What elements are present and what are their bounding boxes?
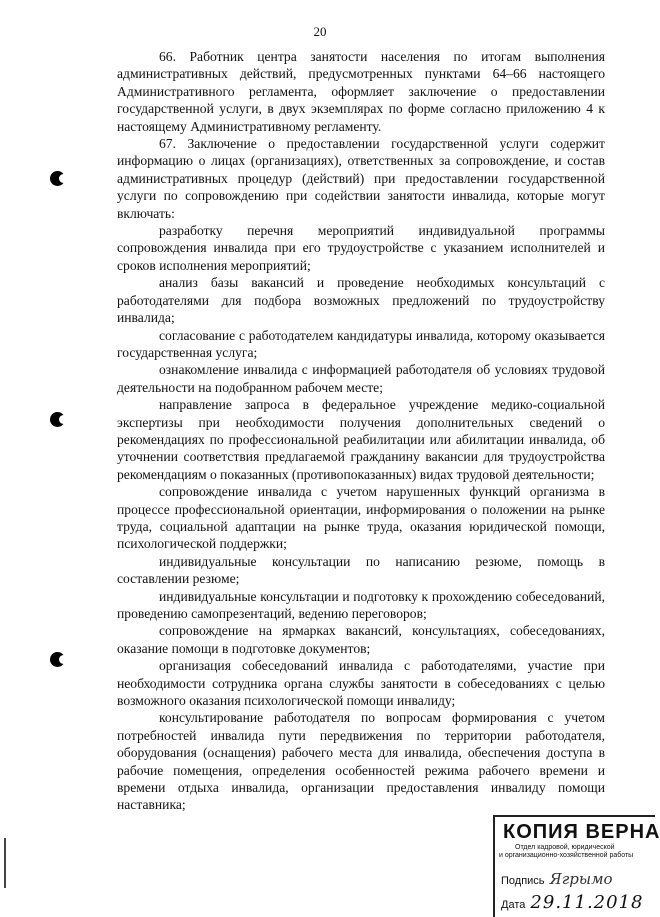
- list-item: сопровождение инвалида с учетом нарушенных функций организма в процессе профессиональной ориентации, информирования о положении на рынке труда, социальной адаптации на рынке труда, оказания юридической помощи, психологической поддержки;: [117, 484, 605, 552]
- stamp-date-row: [501, 892, 655, 913]
- list-item: сопровождение на ярмарках вакансий, консультациях, собеседованиях, оказание помощи в подготовке документов;: [117, 623, 605, 656]
- punch-hole-middle: [50, 412, 65, 427]
- copy-certification-stamp: [493, 815, 660, 917]
- paragraph-66: 66. Работник центра занятости населения по итогам выполнения административных действий, предусмотренных пунктами 64–66 настоящего Административного регламента, оформляет заключение о предоставлении государственной услуги, в двух экземплярах по форме согласно приложению 4 к настоящему Административному регламенту.: [117, 49, 605, 134]
- list-item: консультирование работодателя по вопросам формирования с учетом потребностей инвалида пути передвижения по территории работодателя, оборудования (оснащения) рабочего места для инвалида, обеспечения доступа в рабочие помещения, определения особенностей режима рабочего времени и времени отдыха инвалида, организации предоставления инвалиду помощи наставника;: [117, 710, 605, 813]
- list-item: направление запроса в федеральное учреждение медико-социальной экспертизы при необходимости получения дополнительных сведений о рекомендациях по профессиональной реабилитации или абилитации инвалида, об уточнении соответствия предлагаемой гражданину вакансии для трудоустройства рекомендациям о показанных (противопоказанных) видах трудовой деятельности;: [117, 397, 605, 482]
- list-item: разработку перечня мероприятий индивидуальной программы сопровождения инвалида при его трудоустройстве с указанием исполнителей и сроков исполнения мероприятий;: [117, 223, 605, 273]
- list-item: анализ базы вакансий и проведение необходимых консультаций с работодателями для подбора возможных предложений по трудоустройству инвалида;: [117, 275, 605, 326]
- margin-mark: [4, 838, 6, 888]
- stamp-date: 29.11.2018: [530, 892, 644, 913]
- stamp-department-line1: Отдел кадровой, юридической: [515, 844, 615, 851]
- stamp-signature: Ягрымо: [549, 870, 613, 888]
- list-item: организация собеседований инвалида с работодателями, участие при необходимости сотрудника органа службы занятости в собеседованиях с целью возможного оказания психологической помощи инвалиду;: [117, 658, 605, 709]
- paragraph-67: 67. Заключение о предоставлении государственной услуги содержит информацию о лицах (организациях), ответственных за сопровождение, и состав административных процедур (действий) при предоставлении государственной услуги по сопровождению при содействии занятости инвалида, которые могут включать:: [117, 136, 605, 221]
- punch-hole-top: [50, 171, 65, 186]
- document-body: [117, 48, 605, 814]
- list-item: индивидуальные консультации по написанию резюме, помощь в составлении резюме;: [117, 553, 605, 587]
- stamp-signature-label: Подпись: [501, 875, 545, 887]
- stamp-title: КОПИЯ ВЕРНА: [503, 821, 660, 843]
- list-item: согласование с работодателем кандидатуры инвалида, которому оказывается государственная услуга;: [117, 327, 605, 360]
- stamp-department-line2: и организационно-хозяйственной работы: [499, 852, 634, 859]
- stamp-date-label: Дата: [501, 899, 526, 911]
- page-number: 20: [313, 24, 327, 39]
- stamp-signature-row: [501, 870, 655, 888]
- punch-hole-bottom: [50, 652, 65, 667]
- list-item: индивидуальные консультации и подготовку к прохождению собеседований, проведению самопрезентаций, ведению переговоров;: [117, 588, 605, 621]
- list-item: ознакомление инвалида с информацией работодателя об условиях трудовой деятельности на подобранном рабочем месте;: [117, 362, 605, 395]
